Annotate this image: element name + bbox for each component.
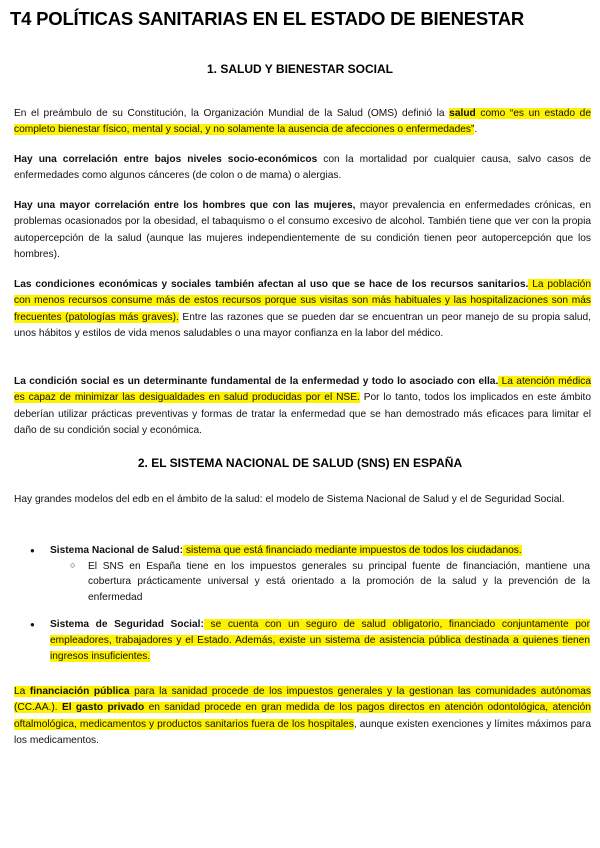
text: Por lo tanto, todos los implicados en este ámbito deberían utilizar prácticas preventivas y formas de tratar la enfermedad que se han demostrado más eficaces para limitar el daño de su condición social y económica. <box>14 392 591 437</box>
highlight-bold: El gasto privado <box>61 702 145 714</box>
paragraph-resources <box>14 277 591 343</box>
text: . <box>474 124 478 136</box>
bold-lead: Las condiciones económicas y sociales también afectan al uso que se hace de los recursos sanitarios. <box>14 279 529 290</box>
bold-lead: Hay una mayor correlación entre los hombres que con las mujeres, <box>14 200 356 211</box>
sub-list <box>50 559 590 606</box>
sub-list-item: ○ El SNS en España tiene en los impuestos generales su principal fuente de financiación, mantiene una cobertura prácticamente universal y está orientado a la promoción de la salud y la prevención de la enfermedad <box>50 559 590 606</box>
models-list <box>30 543 590 664</box>
text: En el preámbulo de su Constitución, la Organización Mundial de la Salud (OMS) definió la <box>14 108 450 119</box>
paragraph-gender <box>14 198 591 264</box>
section-1-heading: 1. SALUD Y BIENESTAR SOCIAL <box>206 62 394 76</box>
highlight-text: La atención médica es capaz de minimizar las desigualdades en salud producidas por el NSE. <box>14 376 592 404</box>
highlight-bold: financiación pública <box>29 686 130 697</box>
bullet-label: Sistema de Seguridad Social: <box>50 619 204 631</box>
highlight-text: se cuenta con un seguro de salud obligatorio, financiado conjuntamente por empleadores, trabajadores y el Estado. Además, existe un sistema de asistencia pública destinada a quienes tienen ingresos insuficientes. <box>50 619 590 662</box>
text: mayor prevalencia en enfermedades crónicas, en problemas ocasionados por la obesidad, el tabaquismo o el consumo excesivo de alcohol. También tiene que ver con la propia autopercepción de la salud (aunque las mujeres independientemente de su condición tienen peor autopercepción que los hombres). <box>14 200 591 261</box>
highlight-text: La <box>14 686 30 697</box>
bold-lead: Hay una correlación entre bajos niveles socio-económicos <box>14 154 318 165</box>
highlight-text: La población con menos recursos consume más de estos recursos porque sus visitas son más habituales y las hospitalizaciones son más frecuentes (patologías más graves). <box>14 279 592 323</box>
text: Entre las razones que se pueden dar se encuentran un peor manejo de su propia salud, unos hábitos y estilos de vida menos saludables o una mayor confianza en la labor del médico. <box>14 311 591 340</box>
highlight-text: para la sanidad procede de los impuestos generales y la gestionan las comunidades autónomas (CC.AA.). <box>14 686 591 714</box>
paragraph-social-condition <box>14 374 591 440</box>
highlight-salud: salud <box>449 108 476 119</box>
section-2-heading: 2. EL SISTEMA NACIONAL DE SALUD (SNS) EN ESPAÑA <box>137 456 463 470</box>
list-item-sns <box>30 543 590 605</box>
highlight-text: en sanidad procede en gran medida de los pagos directos en atención odontológica, atención oftalmológica, medicamentos y productos sanitarios fuera de los hospitales <box>14 702 591 730</box>
paragraph-socioeconomic <box>14 152 591 185</box>
highlight-quote: como “es un estado de completo bienestar físico, mental y social, y no solamente la ausencia de afecciones o enfermedades” <box>14 108 591 136</box>
list-item-social-security <box>30 617 590 664</box>
paragraph-models-intro: Hay grandes modelos del edb en el ámbito de la salud: el modelo de Sistema Nacional de Salud y el de Seguridad Social. <box>14 494 565 505</box>
text: , aunque existen exenciones y límites máximos para los medicamentos. <box>14 718 591 747</box>
bullet-label: Sistema Nacional de Salud: <box>50 545 184 556</box>
paragraph-financing <box>14 684 591 750</box>
page-title: T4 POLÍTICAS SANITARIAS EN EL ESTADO DE BIENESTAR <box>10 8 525 29</box>
highlight-text: sistema que está financiado mediante impuestos de todos los ciudadanos. <box>183 545 522 556</box>
paragraph-oms-definition <box>14 106 591 139</box>
bold-lead: La condición social es un determinante fundamental de la enfermedad y todo lo asociado con ella. <box>14 376 499 387</box>
text: con la mortalidad por cualquier causa, salvo casos de enfermedades como algunos cánceres (de colon o de mama) o alergias. <box>14 154 591 182</box>
